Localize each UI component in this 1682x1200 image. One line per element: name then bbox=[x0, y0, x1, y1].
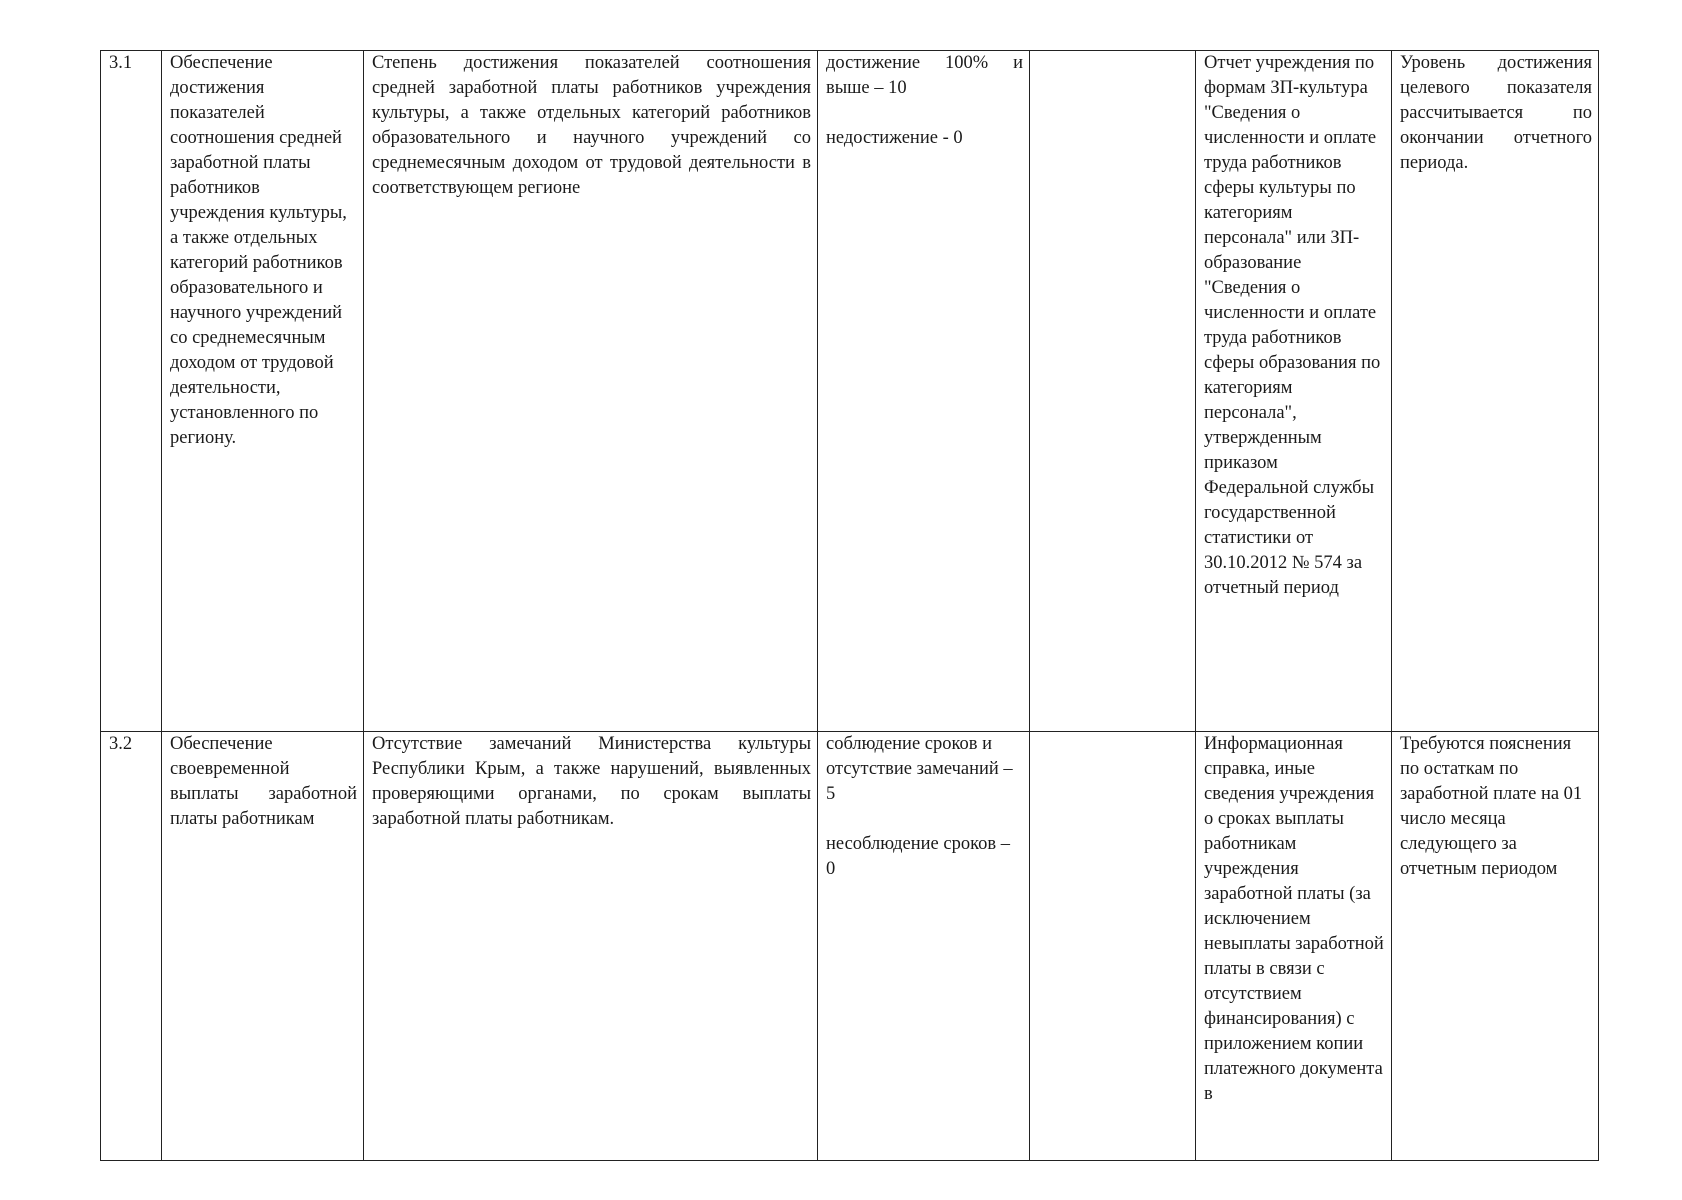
table-row bbox=[101, 51, 1599, 732]
report-source-cell bbox=[1196, 732, 1392, 1161]
score-achieved: соблюдение сроков и отсутствие замечаний – 5 bbox=[826, 734, 1013, 804]
criterion-title: Обеспечение своевременной выплаты заработной платы работникам bbox=[170, 734, 357, 829]
row-number-cell bbox=[101, 732, 162, 1161]
note-text: Уровень достижения целевого показателя рассчитывается по окончании отчетного периода. bbox=[1400, 53, 1592, 173]
score-not-achieved: недостижение - 0 bbox=[826, 128, 963, 148]
criterion-title-cell bbox=[162, 51, 364, 732]
note-cell bbox=[1392, 732, 1599, 1161]
score-cell bbox=[818, 51, 1030, 732]
note-cell bbox=[1392, 51, 1599, 732]
note-text: Требуются пояснения по остаткам по заработной плате на 01 число месяца следующего за отчетным периодом bbox=[1400, 734, 1583, 879]
indicator-text: Степень достижения показателей соотношения средней заработной платы работников учреждения культуры, а также отдельных категорий работников образовательного и научного учреждений со среднемесячным доходом от трудовой деятельности в соответствующем регионе bbox=[372, 53, 811, 198]
report-source-cell bbox=[1196, 51, 1392, 732]
criteria-table bbox=[100, 50, 1599, 1161]
indicator-text: Отсутствие замечаний Министерства культуры Республики Крым, а также нарушений, выявленных проверяющими органами, по срокам выплаты заработной платы работникам. bbox=[372, 734, 811, 829]
row-number: 3.1 bbox=[109, 53, 133, 73]
score-cell bbox=[818, 732, 1030, 1161]
criterion-title-cell bbox=[162, 732, 364, 1161]
report-source: Отчет учреждения по формам ЗП-культура "Сведения о численности и оплате труда работников сферы культуры по категориям персонала" или ЗП-образование "Сведения о численности и оплате труда работников сферы образования по категориям персонала", утвержденным приказом Федеральной службы государственной статистики от 30.10.2012 № 574 за отчетный период bbox=[1204, 53, 1381, 598]
empty-cell bbox=[1030, 732, 1196, 1161]
row-number-cell bbox=[101, 51, 162, 732]
criterion-title: Обеспечение достижения показателей соотношения средней заработной платы работников учреждения культуры, а также отдельных категорий работников образовательного и научного учреждений со среднемесячным доходом от трудовой деятельности, установленного по региону. bbox=[170, 53, 347, 448]
score-achieved: достижение 100% и выше – 10 bbox=[826, 53, 1023, 98]
empty-cell bbox=[1030, 51, 1196, 732]
table-row bbox=[101, 732, 1599, 1161]
report-source: Информационная справка, иные сведения учреждения о сроках выплаты работникам учреждения заработной платы (за исключением невыплаты заработной платы в связи с отсутствием финансирования) с приложением копии платежного документа в bbox=[1204, 734, 1384, 1104]
indicator-cell bbox=[364, 732, 818, 1161]
score-not-achieved: несоблюдение сроков – 0 bbox=[826, 834, 1010, 879]
row-number: 3.2 bbox=[109, 734, 133, 754]
indicator-cell bbox=[364, 51, 818, 732]
